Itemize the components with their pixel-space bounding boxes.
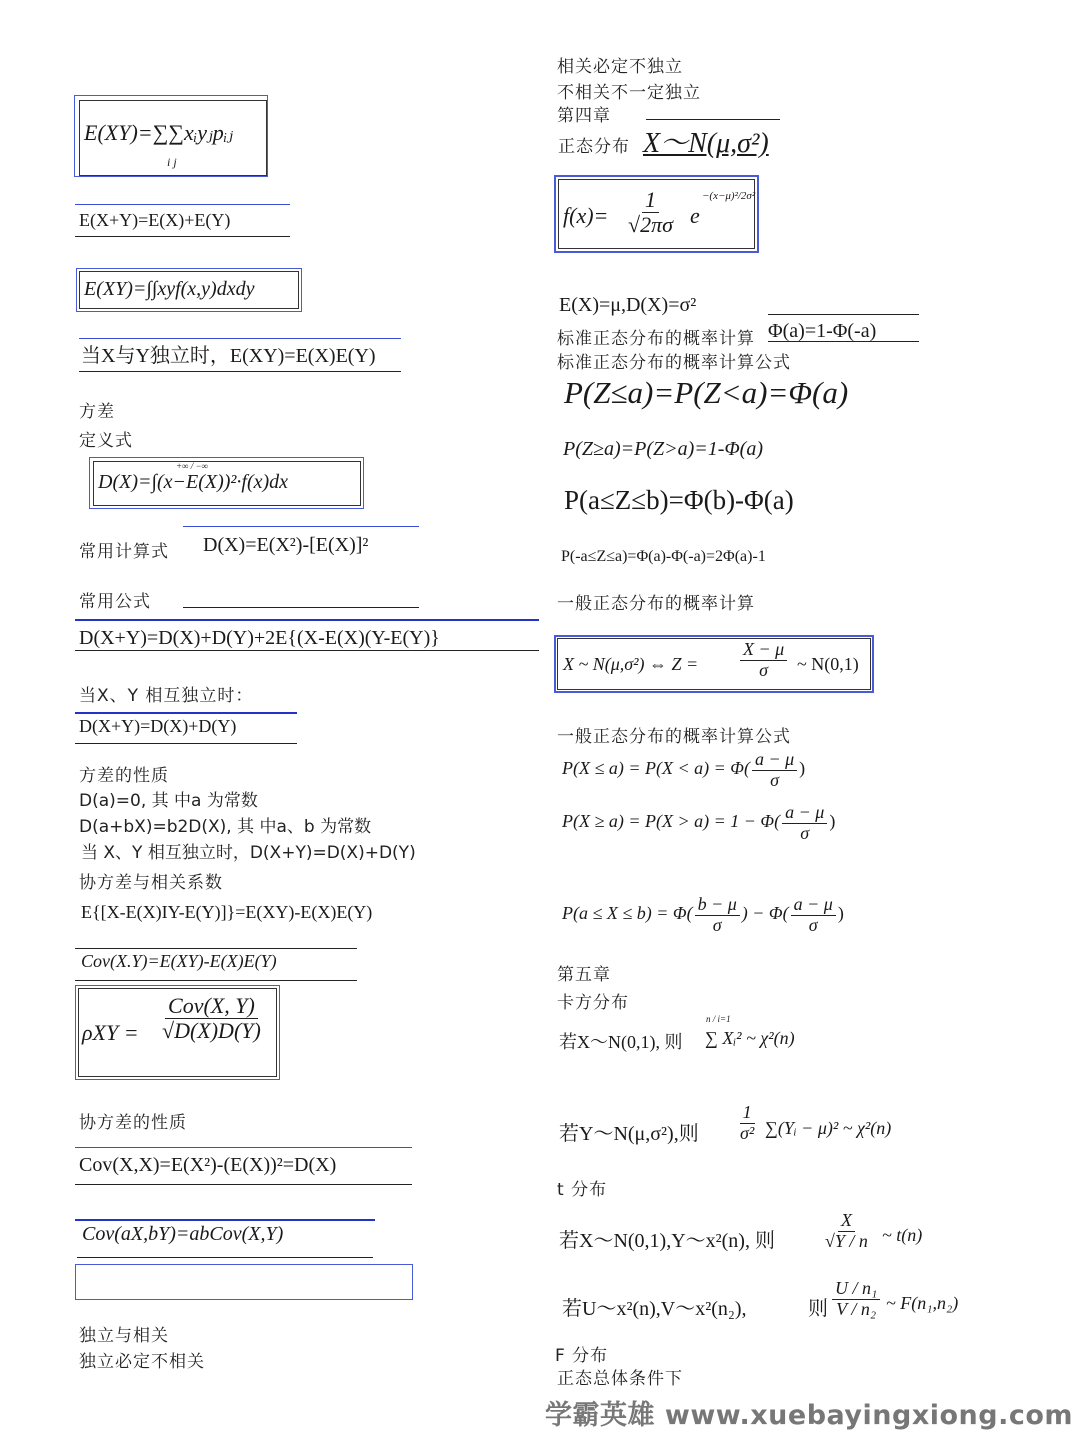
- std-calc-formula: Φ(a)=1-Φ(-a): [768, 320, 877, 342]
- gen-ge-row: [562, 803, 835, 844]
- gen-between-close: ): [837, 902, 844, 923]
- cov-ab: Cov(aX,bY)=abCov(X,Y): [82, 1223, 284, 1245]
- t-frac-wrap: [820, 1211, 873, 1252]
- var-prop-3: 当 X、Y 相互独立时，D(X+Y)=D(X)+D(Y): [81, 843, 416, 863]
- p-le-a: P(Z≤a)=P(Z<a)=Φ(a): [564, 375, 849, 410]
- rule: [75, 204, 290, 205]
- cov-xx: Cov(X,X)=E(X²)-(E(X))²=D(X): [79, 1154, 337, 1176]
- t-denominator: √Y / n: [825, 1230, 868, 1251]
- gen-between-row: [562, 895, 844, 936]
- exy-sum-formula: E(XY)=∑∑xᵢyⱼpᵢⱼ: [84, 120, 234, 145]
- standardize-frac-wrap: [738, 640, 789, 681]
- f-title: F 分布: [555, 1346, 609, 1366]
- var-props-title: 方差的性质: [79, 766, 169, 786]
- f-frac-wrap: [830, 1279, 882, 1320]
- chi2-fraction: [737, 1103, 757, 1144]
- chi2-sum1: ∑ Xᵢ² ~ χ²(n): [705, 1028, 795, 1048]
- gen-between-a-fraction: [791, 895, 836, 936]
- indep-uncorr: 独立必定不相关: [79, 1352, 205, 1372]
- p-between: P(a≤Z≤b)=Φ(b)-Φ(a): [564, 485, 794, 515]
- f-cond: 若U～x²(n),V～x²(n₂),: [562, 1298, 747, 1320]
- dx-def-limits: +∞ / −∞: [176, 461, 208, 471]
- chi2-cond2: 若Y～N(μ,σ²),则: [559, 1123, 699, 1145]
- chi2-sum2: ∑(Yᵢ − μ)² ~ χ²(n): [765, 1118, 892, 1138]
- gen-ge-fraction: [782, 803, 827, 844]
- rule: [183, 607, 419, 608]
- common-calc-formula: D(X)=E(X²)-[E(X)]²: [203, 534, 369, 556]
- f-rhs: ~ F(n₁,n₂): [886, 1293, 959, 1313]
- exy-int-formula: E(XY)=∫∫xyf(x,y)dxdy: [84, 278, 255, 300]
- rule: [79, 371, 401, 372]
- pdf-denominator: √2πσ: [628, 212, 673, 238]
- rho-denominator: √D(X)D(Y): [162, 1018, 261, 1044]
- gen-le-fraction: [752, 750, 797, 791]
- standardize-numerator: X − μ: [740, 640, 787, 661]
- gen-between-mid: ) − Φ(: [741, 902, 789, 923]
- gen-calc-label: 一般正态分布的概率计算: [557, 594, 755, 614]
- indep-exy: 当X与Y独立时，E(XY)=E(X)E(Y): [81, 345, 376, 367]
- common-calc-label: 常用计算式: [79, 542, 169, 562]
- pdf-exponent: −(x−μ)²/2σ²: [702, 190, 756, 202]
- standardize-rhs: ~ N(0,1): [797, 654, 859, 674]
- rule: [77, 1257, 373, 1258]
- gen-ge-close: ): [829, 810, 836, 831]
- var-prop-2: D(a+bX)=b2D(X), 其 中a、b 为常数: [79, 817, 372, 837]
- cov-props-title: 协方差的性质: [79, 1113, 187, 1133]
- gen-between-b-numerator: b − μ: [695, 895, 740, 916]
- gen-between-b-fraction: [695, 895, 740, 936]
- gen-between-a-denominator: σ: [808, 914, 818, 935]
- f-fraction: [832, 1279, 880, 1320]
- standardize-denominator: σ: [759, 659, 769, 680]
- chapter5: 第五章: [557, 965, 611, 985]
- rule: [75, 743, 297, 744]
- chi2-limits: n / i=1: [706, 1014, 731, 1024]
- rho-fraction: [159, 994, 264, 1043]
- chi2-frac-denominator: σ²: [740, 1122, 755, 1143]
- gen-between-b-denominator: σ: [712, 914, 722, 935]
- rule: [75, 650, 539, 651]
- rule: [646, 119, 780, 120]
- rule: [75, 236, 290, 237]
- rho-frac: [157, 994, 266, 1043]
- gen-ge-denominator: σ: [800, 822, 810, 843]
- rule: [75, 619, 539, 621]
- pdf-numerator: 1: [642, 188, 659, 213]
- empty-box: [75, 1264, 413, 1300]
- gen-le-numerator: a − μ: [752, 750, 797, 771]
- t-title: t 分布: [557, 1180, 608, 1200]
- common-formula-label: 常用公式: [79, 592, 151, 612]
- rule: [768, 341, 919, 342]
- rule: [75, 948, 357, 949]
- cov-corr-title: 协方差与相关系数: [79, 873, 223, 893]
- var-prop-1: D(a)=0, 其 中a 为常数: [79, 791, 258, 811]
- pdf-lhs: f(x)=: [563, 203, 609, 228]
- rule: [75, 1184, 412, 1185]
- f-numerator: U / n₁: [832, 1279, 880, 1300]
- t-cond: 若X～N(0,1),Y～x²(n), 则: [559, 1230, 775, 1252]
- t-rhs: ~ t(n): [882, 1225, 923, 1245]
- gen-formula-label: 一般正态分布的概率计算公式: [557, 727, 791, 747]
- gen-le-row: [562, 750, 805, 791]
- mean-var: E(X)=μ,D(X)=σ²: [559, 294, 697, 316]
- gen-ge-lhs: P(X ≥ a) = P(X > a) = 1 − Φ(: [562, 810, 781, 831]
- std-calc-label: 标准正态分布的概率计算: [557, 329, 755, 349]
- rho-lhs: ρXY =: [82, 1020, 139, 1045]
- chi2-title: 卡方分布: [557, 993, 629, 1013]
- normal-pop: 正态总体条件下: [557, 1369, 683, 1389]
- standardize-lhs: X ~ N(μ,σ²) ⇔ Z =: [563, 654, 699, 674]
- t-fraction: [822, 1211, 871, 1252]
- rule: [768, 314, 919, 315]
- gen-between-lhs: P(a ≤ X ≤ b) = Φ(: [562, 902, 693, 923]
- rule: [75, 1219, 375, 1221]
- chapter4: 第四章: [557, 106, 611, 126]
- indep-label: 当X、Y 相互独立时：: [79, 686, 254, 706]
- std-formula-label: 标准正态分布的概率计算公式: [557, 353, 791, 373]
- cov-expect: E{[X-E(X)IY-E(Y)]}=E(XY)-E(X)E(Y): [81, 902, 373, 922]
- variance-title: 方差: [79, 402, 115, 422]
- gen-le-denominator: σ: [770, 769, 780, 790]
- pdf-fraction: [625, 188, 676, 237]
- watermark: 学霸英雄 www.xuebayingxiong.com: [545, 1400, 1074, 1431]
- standardize-fraction: [740, 640, 787, 681]
- normal-notation: X～N(μ,σ²): [643, 128, 769, 159]
- cov-formula: Cov(X.Y)=E(XY)-E(X)E(Y): [81, 951, 277, 971]
- corr-not-indep: 相关必定不独立: [557, 57, 683, 77]
- dx-def-formula: D(X)=∫(x−E(X))²·f(x)dx: [98, 471, 289, 493]
- indep-corr-title: 独立与相关: [79, 1326, 169, 1346]
- e-sum-formula: E(X+Y)=E(X)+E(Y): [79, 210, 231, 230]
- chi2-frac-numerator: 1: [740, 1103, 755, 1124]
- gen-le-close: ): [799, 757, 806, 778]
- dxy-formula: D(X+Y)=D(X)+D(Y)+2E{(X-E(X)(Y-E(Y)}: [79, 627, 440, 649]
- gen-le-lhs: P(X ≤ a) = P(X < a) = Φ(: [562, 757, 750, 778]
- f-denominator: V / n₂: [836, 1298, 877, 1319]
- chi2-frac-wrap: [735, 1103, 759, 1144]
- definition-label: 定义式: [79, 431, 133, 451]
- gen-between-a-numerator: a − μ: [791, 895, 836, 916]
- p-sym: P(-a≤Z≤a)=Φ(a)-Φ(-a)=2Φ(a)-1: [561, 548, 766, 565]
- rule: [75, 1147, 412, 1148]
- pdf-e: e: [690, 203, 700, 228]
- rule: [75, 980, 357, 981]
- rule: [183, 526, 419, 527]
- exy-sum-indices: i j: [167, 155, 177, 169]
- t-numerator: X: [838, 1211, 855, 1232]
- normal-label: 正态分布: [558, 137, 630, 157]
- p-ge-a: P(Z≥a)=P(Z>a)=1-Φ(a): [563, 438, 763, 460]
- gen-ge-numerator: a − μ: [782, 803, 827, 824]
- uncorr-not-indep: 不相关不一定独立: [557, 83, 701, 103]
- chi2-cond1: 若X～N(0,1), 则: [559, 1032, 683, 1052]
- rule: [75, 712, 297, 714]
- pdf-frac-wrap: [623, 188, 678, 237]
- rho-numerator: Cov(X, Y): [165, 994, 258, 1019]
- dxy-indep: D(X+Y)=D(X)+D(Y): [79, 716, 237, 736]
- f-then: 则: [808, 1298, 828, 1320]
